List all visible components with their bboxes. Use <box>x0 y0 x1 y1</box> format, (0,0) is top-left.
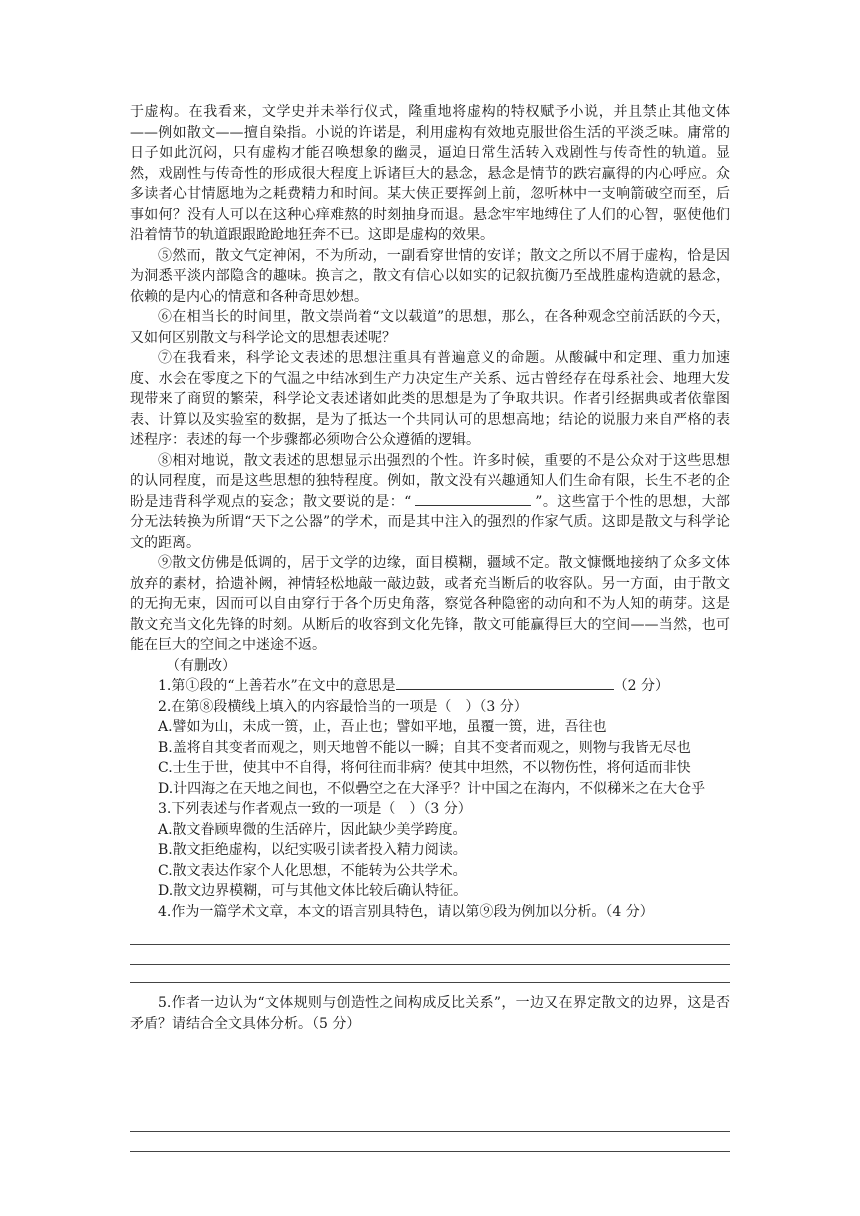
question-3-option-a: A.散文眷顾卑微的生活碎片，因此缺少美学跨度。 <box>158 821 467 838</box>
question-1-stem: 1.第①段的“上善若水”在文中的意思是 <box>158 678 396 694</box>
question-2-option-c: C.士生于世，使其中不自得，将何往而非病？使其中坦然，不以物伤性，将何适而非快 <box>158 760 691 776</box>
paragraph-6: ⑥在相当长的时间里，散文崇尚着“文以载道”的思想，那么，在各种观念空前活跃的今天，又如何区别散文与科学论文的思想表述呢？ <box>130 309 730 346</box>
question-2-stem: 2.在第⑧段横线上填入的内容最恰当的一项是（ ）（3 分） <box>158 698 528 715</box>
paragraph-8-text-before: ⑧相对地说，散文表述的思想显示出强烈的个性。许多时候，重要的不是公众对于这些思想的认同程度，而是这些思想的独特程度。例如，散文没有兴趣通知人们生命有限，长生不老的企盼是违背科学观点的妄念；散文要说的是：“ <box>130 452 730 510</box>
question-1-score: （2 分） <box>613 678 670 694</box>
paragraph-4-continued: 于虚构。在我看来，文学史并未举行仪式，隆重地将虚构的特权赋予小说，并且禁止其他文体——例如散文——擅自染指。小说的许诺是，利用虚构有效地克服世俗生活的平淡乏味。庸常的日子如此沉闷，只有虚构才能召唤想象的幽灵，逼迫日常生活转入戏剧性与传奇性的轨道。显然，戏剧性与传奇性的形成很大程度上诉诸巨大的悬念，悬念是情节的跌宕赢得的内心呼应。众多读者心甘情愿地为之耗费精力和时间。某大侠正要挥剑上前，忽听林中一支响箭破空而至，后事如何？没有人可以在这种心痒难熬的时刻抽身而退。悬念牢牢地缚住了人们的心智，驱使他们沿着情节的轨道跟跟跄跄地狂奔不已。这即是虚构的效果。 <box>130 104 730 243</box>
question-1 <box>130 676 730 697</box>
question-2-option-d: D.计四海之在天地之间也，不似礨空之在大泽乎？计中国之在海内，不似稊米之在大仓乎 <box>158 780 706 797</box>
edit-note: （有删改） <box>166 657 236 674</box>
question-3-option-d: D.散文边界模糊，可与其他文体比较后确认特征。 <box>158 883 468 899</box>
question-3-option-c: C.散文表达作家个人化思想，不能转为公共学术。 <box>158 862 467 879</box>
question-4-stem: 4.作为一篇学术文章，本文的语言别具特色，请以第⑨段为例加以分析。（4 分） <box>158 903 654 920</box>
paragraph-5: ⑤然而，散文气定神闲，不为所动，一副看穿世情的安详；散文之所以不屑于虚构，恰是因为洞悉平淡内部隐含的趣味。换言之，散文有信心以如实的记叙抗衡乃至战胜虚构造就的悬念，依赖的是内心的情意和各种奇思妙想。 <box>130 247 730 305</box>
paragraph-8-blank[interactable] <box>415 492 531 506</box>
question-1-answer-blank[interactable] <box>396 676 614 690</box>
document-page <box>130 102 730 1152</box>
paragraph-8-text-after: ”。这些富于个性的思想，大部分无法转换为所谓“天下之公器”的学术，而是其中注入的强烈的作家气质。这即是散文与科学论文的距离。 <box>130 493 730 551</box>
paragraph-8 <box>130 451 730 554</box>
paragraph-9: ⑨散文仿佛是低调的，居于文学的边缘，面目模糊，疆域不定。散文慷慨地接纳了众多文体放弃的素材，拾遗补阙，神情轻松地敲一敲边鼓，或者充当断后的收容队。另一方面，由于散文的无拘无束，因而可以自由穿行于各个历史角落，察觉各种隐密的动向和不为人知的萌芽。这是散文充当文化先锋的时刻。从断后的收容到文化先锋，散文可能赢得巨大的空间——当然，也可能在巨大的空间之中迷途不返。 <box>130 555 730 653</box>
question-2-option-b: B.盖将自其变者而观之，则天地曾不能以一瞬；自其不变者而观之，则物与我皆无尽也 <box>158 739 691 756</box>
question-2-option-a: A.譬如为山，未成一篑，止，吾止也；譬如平地，虽覆一篑，进，吾往也 <box>158 719 607 735</box>
question-5-stem: 5.作者一边认为“文体规则与创造性之间构成反比关系”，一边又在界定散文的边界，这是否矛盾？请结合全文具体分析。（5 分） <box>130 995 730 1032</box>
paragraph-7: ⑦在我看来，科学论文表述的思想注重具有普遍意义的命题。从酸碱中和定理、重力加速度、水会在零度之下的气温之中结冰到生产力决定生产关系、远古曾经存在母系社会、地理大发现带来了商贸的繁荣，科学论文表述诸如此类的思想是为了争取共识。作者引经据典或者依靠图表、计算以及实验室的数据，是为了抵达一个共同认可的思想高地；结论的说服力来自严格的表述程序：表述的每一个步骤都必须吻合公众遵循的逻辑。 <box>130 350 730 448</box>
answer-line[interactable] <box>130 1151 730 1152</box>
question-3-stem: 3.下列表述与作者观点一致的一项是（ ）（3 分） <box>158 801 472 817</box>
question-3-option-b: B.散文拒绝虚构，以纪实吸引读者投入精力阅读。 <box>158 842 467 858</box>
